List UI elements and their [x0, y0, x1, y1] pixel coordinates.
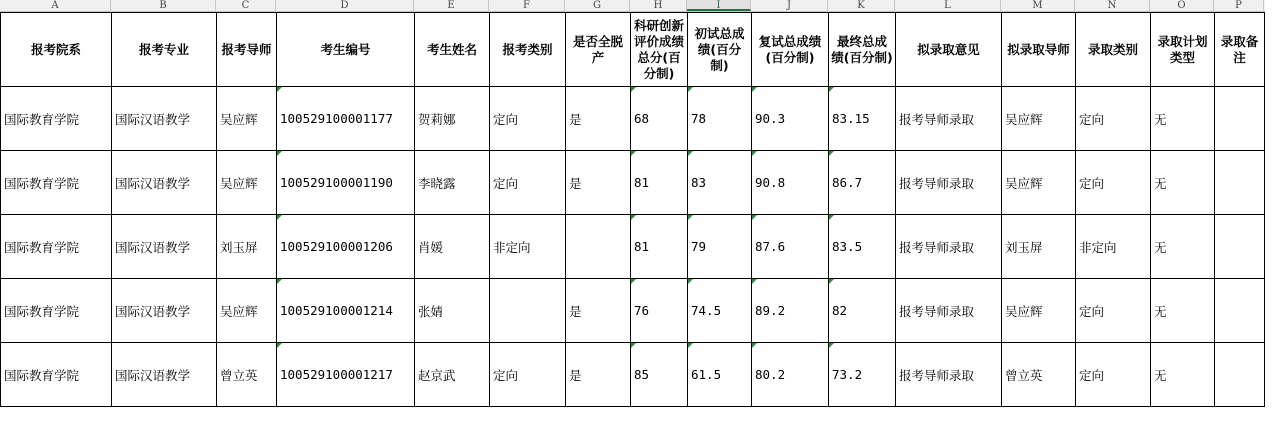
header-cell[interactable]: 报考院系	[1, 13, 112, 87]
column-letter-L[interactable]: L	[895, 0, 1001, 11]
table-cell[interactable]: 100529100001190	[277, 151, 415, 215]
column-letter-M[interactable]: M	[1001, 0, 1075, 11]
table-cell[interactable]: 定向	[1076, 279, 1151, 343]
table-cell[interactable]: 80.2	[752, 343, 829, 407]
table-cell[interactable]: 报考导师录取	[896, 151, 1002, 215]
header-cell[interactable]: 报考类别	[490, 13, 566, 87]
table-cell[interactable]: 是	[566, 279, 631, 343]
table-row	[1, 279, 1265, 343]
column-letter-H[interactable]: H	[630, 0, 687, 11]
table-cell[interactable]: 100529100001177	[277, 87, 415, 151]
table-cell[interactable]: 是	[566, 87, 631, 151]
column-letter-G[interactable]: G	[565, 0, 630, 11]
table-row	[1, 215, 1265, 279]
table-cell[interactable]: 吴应辉	[217, 87, 277, 151]
column-letter-C[interactable]: C	[216, 0, 276, 11]
column-letter-E[interactable]: E	[414, 0, 489, 11]
column-letter-K[interactable]: K	[828, 0, 895, 11]
table-cell[interactable]: 定向	[490, 343, 566, 407]
column-header-bar	[0, 0, 1265, 12]
table-cell[interactable]: 79	[688, 215, 752, 279]
column-letter-O[interactable]: O	[1150, 0, 1214, 11]
table-cell[interactable]: 国际汉语教学	[112, 279, 217, 343]
header-cell[interactable]: 考生姓名	[415, 13, 490, 87]
table-cell[interactable]: 报考导师录取	[896, 215, 1002, 279]
table-body	[1, 87, 1265, 407]
table-cell[interactable]: 赵京武	[415, 343, 490, 407]
header-cell[interactable]: 考生编号	[277, 13, 415, 87]
table-cell[interactable]: 张婧	[415, 279, 490, 343]
table-cell[interactable]: 定向	[1076, 343, 1151, 407]
data-table	[0, 12, 1265, 407]
header-cell[interactable]: 拟录取导师	[1002, 13, 1076, 87]
column-letter-F[interactable]: F	[489, 0, 565, 11]
table-cell[interactable]: 是	[566, 151, 631, 215]
table-cell[interactable]: 吴应辉	[217, 151, 277, 215]
table-cell[interactable]: 非定向	[1076, 215, 1151, 279]
header-cell[interactable]: 初试总成绩(百分制)	[688, 13, 752, 87]
table-cell[interactable]: 国际教育学院	[1, 279, 112, 343]
table-cell[interactable]: 定向	[490, 87, 566, 151]
table-cell[interactable]: 89.2	[752, 279, 829, 343]
table-cell[interactable]	[1215, 151, 1265, 215]
table-cell[interactable]: 100529100001217	[277, 343, 415, 407]
table-row	[1, 343, 1265, 407]
table-cell[interactable]: 李晓露	[415, 151, 490, 215]
column-letter-P[interactable]: P	[1214, 0, 1264, 11]
column-letter-N[interactable]: N	[1075, 0, 1150, 11]
table-cell[interactable]: 81	[631, 215, 688, 279]
table-cell[interactable]: 无	[1151, 343, 1215, 407]
table-cell[interactable]: 73.2	[829, 343, 896, 407]
column-letter-B[interactable]: B	[111, 0, 216, 11]
table-cell[interactable]: 100529100001214	[277, 279, 415, 343]
header-cell[interactable]: 录取备注	[1215, 13, 1265, 87]
table-cell[interactable]: 定向	[490, 151, 566, 215]
table-row	[1, 151, 1265, 215]
table-cell[interactable]: 是	[566, 343, 631, 407]
table-cell[interactable]: 国际教育学院	[1, 151, 112, 215]
table-cell[interactable]: 82	[829, 279, 896, 343]
table-cell[interactable]: 83.5	[829, 215, 896, 279]
table-cell[interactable]: 肖媛	[415, 215, 490, 279]
header-cell[interactable]: 录取类别	[1076, 13, 1151, 87]
table-cell[interactable]	[1215, 215, 1265, 279]
table-cell[interactable]: 100529100001206	[277, 215, 415, 279]
table-cell[interactable]: 吴应辉	[217, 279, 277, 343]
table-cell[interactable]: 86.7	[829, 151, 896, 215]
table-cell[interactable]: 国际教育学院	[1, 87, 112, 151]
table-cell[interactable]: 刘玉屏	[217, 215, 277, 279]
table-cell[interactable]: 76	[631, 279, 688, 343]
table-cell[interactable]: 85	[631, 343, 688, 407]
table-cell[interactable]: 贺莉娜	[415, 87, 490, 151]
table-cell[interactable]	[1215, 279, 1265, 343]
table-cell[interactable]: 吴应辉	[1002, 87, 1076, 151]
table-cell[interactable]: 83	[688, 151, 752, 215]
table-cell[interactable]: 非定向	[490, 215, 566, 279]
header-cell[interactable]: 报考专业	[112, 13, 217, 87]
table-cell[interactable]: 国际教育学院	[1, 343, 112, 407]
header-cell[interactable]: 复试总成绩(百分制)	[752, 13, 829, 87]
table-cell[interactable]	[1215, 87, 1265, 151]
table-cell[interactable]: 曾立英	[217, 343, 277, 407]
header-cell[interactable]: 最终总成绩(百分制)	[829, 13, 896, 87]
table-cell[interactable]: 90.8	[752, 151, 829, 215]
header-cell[interactable]: 报考导师	[217, 13, 277, 87]
table-cell[interactable]: 国际汉语教学	[112, 151, 217, 215]
table-cell[interactable]: 报考导师录取	[896, 343, 1002, 407]
table-cell[interactable]: 报考导师录取	[896, 87, 1002, 151]
table-cell[interactable]: 78	[688, 87, 752, 151]
table-cell[interactable]: 国际教育学院	[1, 215, 112, 279]
table-cell[interactable]: 刘玉屏	[1002, 215, 1076, 279]
table-cell[interactable]: 定向	[1076, 87, 1151, 151]
table-cell[interactable]: 61.5	[688, 343, 752, 407]
table-cell[interactable]: 74.5	[688, 279, 752, 343]
table-cell[interactable]	[566, 215, 631, 279]
header-cell[interactable]: 科研创新评价成绩总分(百分制)	[631, 13, 688, 87]
table-cell[interactable]: 曾立英	[1002, 343, 1076, 407]
table-cell[interactable]: 吴应辉	[1002, 151, 1076, 215]
header-cell[interactable]: 拟录取意见	[896, 13, 1002, 87]
table-cell[interactable]	[1215, 343, 1265, 407]
column-letter-D[interactable]: D	[276, 0, 414, 11]
table-cell[interactable]: 国际汉语教学	[112, 343, 217, 407]
table-row	[1, 87, 1265, 151]
table-cell[interactable]: 无	[1151, 279, 1215, 343]
table-cell[interactable]: 国际汉语教学	[112, 87, 217, 151]
header-cell[interactable]: 是否全脱产	[566, 13, 631, 87]
table-cell[interactable]: 81	[631, 151, 688, 215]
table-cell[interactable]: 无	[1151, 151, 1215, 215]
table-cell[interactable]: 定向	[1076, 151, 1151, 215]
table-cell[interactable]: 83.15	[829, 87, 896, 151]
table-cell[interactable]: 68	[631, 87, 688, 151]
table-cell[interactable]: 无	[1151, 215, 1215, 279]
table-cell[interactable]: 国际汉语教学	[112, 215, 217, 279]
table-cell[interactable]: 吴应辉	[1002, 279, 1076, 343]
table-cell[interactable]	[490, 279, 566, 343]
table-cell[interactable]: 87.6	[752, 215, 829, 279]
header-row	[1, 13, 1265, 87]
header-cell[interactable]: 录取计划类型	[1151, 13, 1215, 87]
table-cell[interactable]: 无	[1151, 87, 1215, 151]
column-letter-J[interactable]: J	[751, 0, 828, 11]
column-letter-I[interactable]: I	[687, 0, 751, 11]
column-letter-A[interactable]: A	[0, 0, 111, 11]
table-cell[interactable]: 90.3	[752, 87, 829, 151]
table-cell[interactable]: 报考导师录取	[896, 279, 1002, 343]
